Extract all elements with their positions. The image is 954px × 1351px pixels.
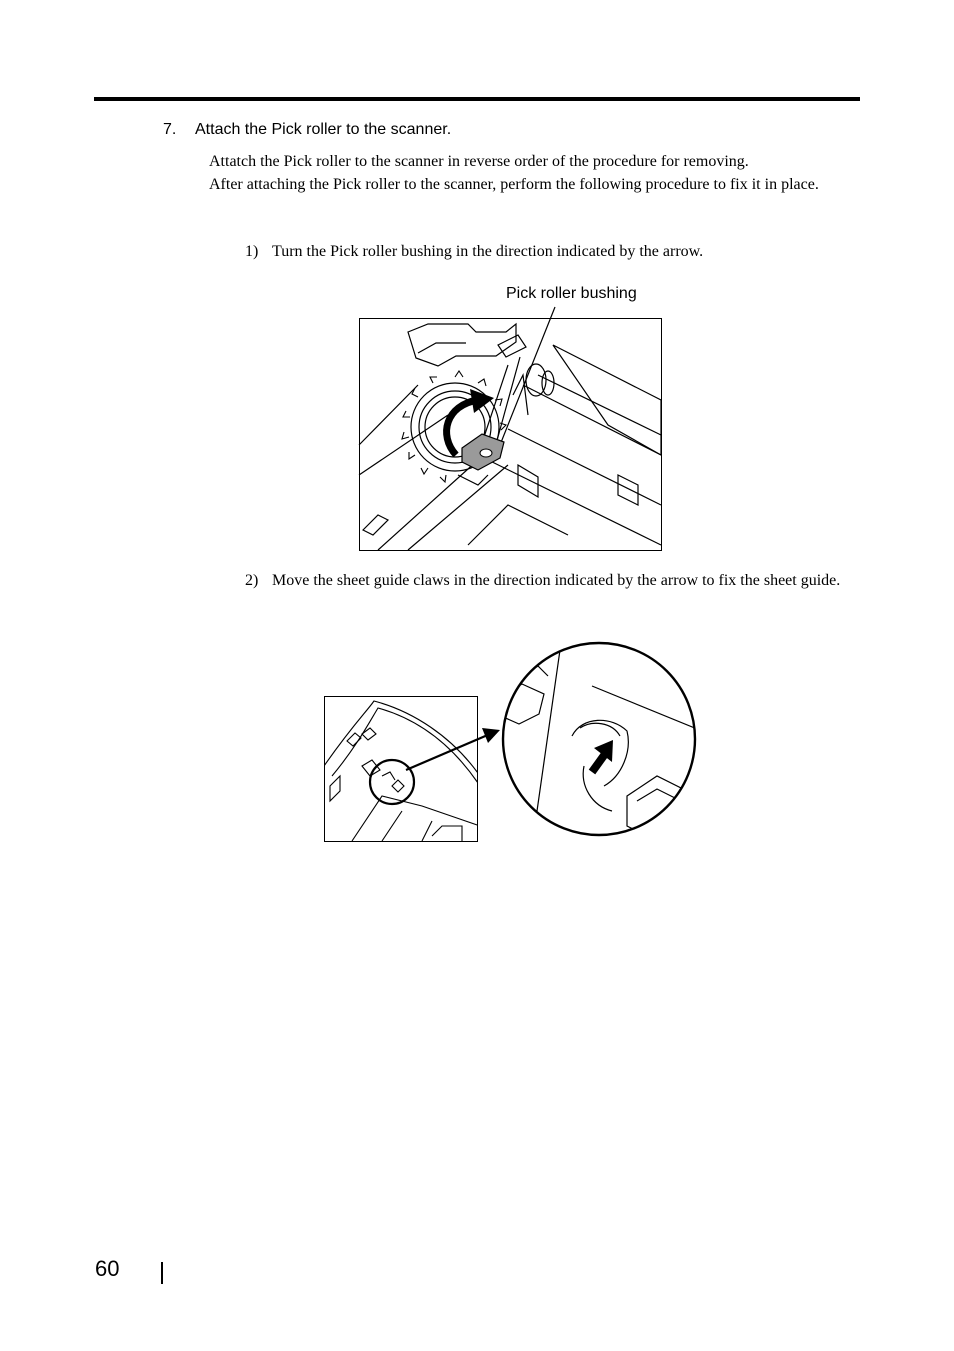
- header-rule: [94, 97, 860, 101]
- substep-text: Turn the Pick roller bushing in the direction indicated by the arrow.: [272, 243, 704, 260]
- page-number: 60: [95, 1256, 120, 1281]
- step-body: [209, 150, 859, 196]
- substep-1: [245, 240, 860, 263]
- callout-leader-line: [500, 307, 555, 445]
- step-title: Attach the Pick roller to the scanner.: [195, 121, 452, 138]
- overview-frame: [325, 697, 478, 842]
- substep-number: 2): [245, 572, 259, 589]
- figure-frame: [360, 319, 662, 551]
- step-number: 7.: [163, 121, 177, 138]
- step-heading: [163, 121, 451, 139]
- substep-text: Move the sheet guide claws in the direction indicated by the arrow to fix the sheet guide.: [272, 572, 841, 589]
- substep-2: [245, 569, 860, 592]
- sheet-guide-illustration: [322, 636, 702, 846]
- page-number-bar: [161, 1262, 163, 1284]
- body-line-1: Attatch the Pick roller to the scanner in reverse order of the procedure for removing.: [209, 153, 749, 170]
- pick-roller-illustration: [358, 305, 668, 555]
- body-line-2: After attaching the Pick roller to the scanner, perform the following procedure to fix it in place.: [209, 176, 819, 193]
- zoom-indicator-circle: [370, 760, 414, 804]
- zoomed-detail-circle: [503, 643, 695, 835]
- figure-callout-label: Pick roller bushing: [506, 285, 637, 302]
- claw-direction-arrow: [592, 754, 605, 772]
- substep-number: 1): [245, 243, 259, 260]
